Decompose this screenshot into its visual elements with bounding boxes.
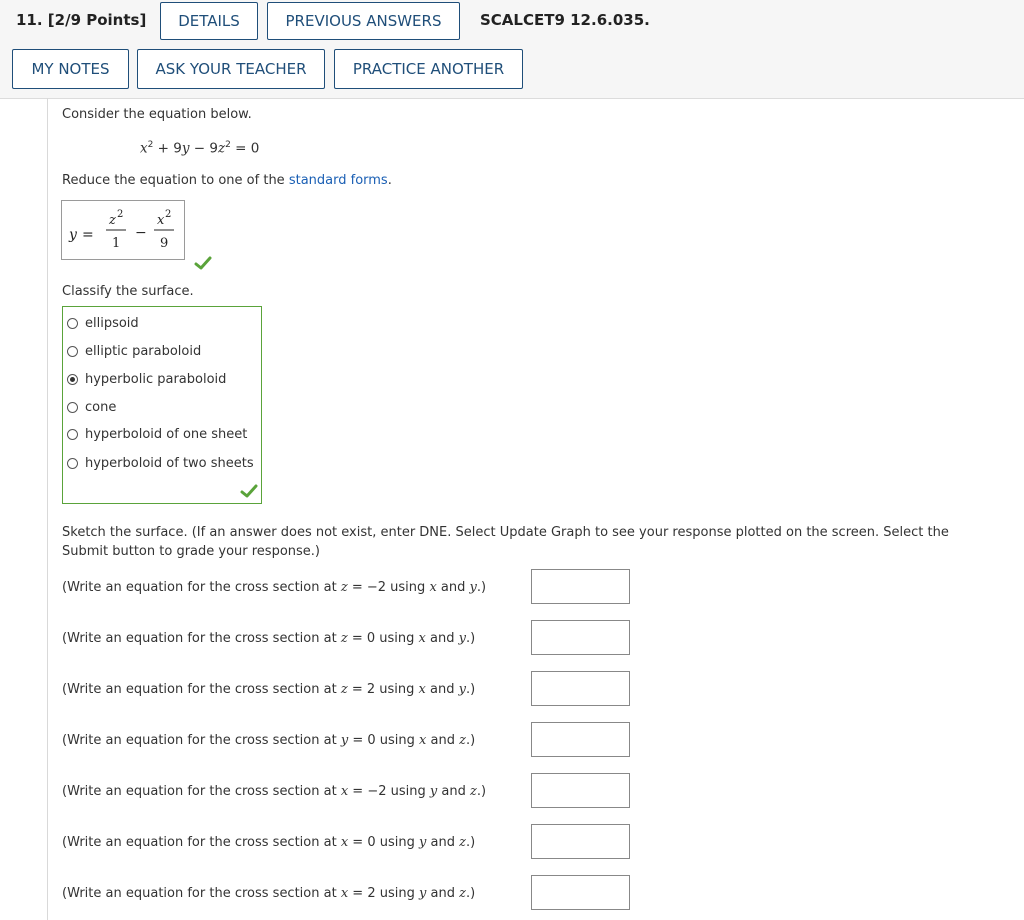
cross-section-input[interactable] [531, 620, 630, 655]
reduce-suffix: . [387, 173, 392, 188]
variable-a: x [429, 580, 437, 595]
variable-b: z [459, 733, 466, 748]
sketch-prompt-line2: Submit button to grade your response.) [62, 544, 321, 559]
choice-hyperboloid-two-sheets[interactable] [67, 456, 254, 471]
my-notes-button[interactable]: MY NOTES [12, 49, 129, 89]
variable-b: z [470, 784, 477, 799]
cross-section-input[interactable] [531, 824, 630, 859]
choice-hyperbolic-paraboloid[interactable] [67, 372, 226, 387]
plane-variable: y [340, 733, 349, 748]
cross-section-input[interactable] [531, 569, 630, 604]
practice-another-button[interactable]: PRACTICE ANOTHER [334, 49, 523, 89]
reduce-prompt [62, 173, 392, 188]
cross-section-prompt: (Write an equation for the cross section at y = 0 using x and z.) [62, 733, 476, 748]
classify-prompt: Classify the surface. [62, 284, 194, 299]
cross-suffix: .) [466, 631, 476, 646]
previous-answers-button[interactable]: PREVIOUS ANSWERS [267, 2, 460, 40]
svg-text:1: 1 [112, 236, 121, 251]
correct-check-icon [194, 256, 212, 270]
using-word: using [379, 835, 415, 850]
problem-code: SCALCET9 12.6.035. [480, 11, 650, 29]
cross-section-input[interactable] [531, 773, 630, 808]
standard-form-math [62, 201, 186, 261]
choice-ellipsoid[interactable] [67, 316, 139, 331]
plane-variable: x [340, 835, 349, 850]
svg-text:9: 9 [160, 236, 169, 251]
details-button[interactable]: DETAILS [160, 2, 258, 40]
variable-b: y [458, 682, 466, 697]
choice-label: hyperbolic paraboloid [85, 372, 227, 387]
using-word: using [390, 784, 426, 799]
cross-prefix: (Write an equation for the cross section at [62, 631, 337, 646]
cross-prefix: (Write an equation for the cross section at [62, 580, 337, 595]
and-word: and [440, 580, 466, 595]
plane-value: 0 [366, 631, 376, 646]
variable-b: z [459, 835, 466, 850]
cross-prefix: (Write an equation for the cross section at [62, 682, 337, 697]
variable-a: x [418, 682, 426, 697]
using-word: using [379, 886, 415, 901]
cross-suffix: .) [466, 835, 476, 850]
svg-text:−: − [135, 225, 147, 241]
and-word: and [430, 733, 455, 748]
radio-icon[interactable] [67, 458, 78, 469]
cross-section-prompt: (Write an equation for the cross section at z = 2 using x and y.) [62, 682, 476, 697]
ask-your-teacher-button[interactable]: ASK YOUR TEACHER [137, 49, 325, 89]
and-word: and [430, 631, 455, 646]
variable-a: y [419, 886, 427, 901]
cross-suffix: .) [466, 886, 476, 901]
and-word: and [430, 682, 455, 697]
classification-choices [62, 306, 262, 504]
using-word: using [379, 631, 415, 646]
choice-label: elliptic paraboloid [85, 344, 202, 359]
cross-section-prompt: (Write an equation for the cross section at z = 0 using x and y.) [62, 631, 476, 646]
cross-prefix: (Write an equation for the cross section at [62, 886, 337, 901]
question-header [0, 0, 1024, 99]
cross-section-prompt: (Write an equation for the cross section at z = −2 using x and y.) [62, 580, 487, 595]
correct-check-icon [240, 484, 258, 498]
intro-text: Consider the equation below. [62, 107, 252, 122]
cross-section-prompt: (Write an equation for the cross section at x = −2 using y and z.) [62, 784, 487, 799]
standard-forms-link[interactable]: standard forms [288, 173, 388, 188]
plane-value: −2 [367, 784, 387, 799]
svg-text:=: = [82, 227, 94, 243]
cross-suffix: .) [466, 682, 476, 697]
cross-suffix: .) [466, 733, 476, 748]
variable-b: y [458, 631, 466, 646]
cross-section-prompt: (Write an equation for the cross section at x = 0 using y and z.) [62, 835, 476, 850]
cross-section-input[interactable] [531, 875, 630, 910]
svg-text:y: y [69, 227, 77, 243]
radio-icon[interactable] [67, 429, 78, 440]
svg-text:2: 2 [117, 209, 124, 220]
variable-a: y [429, 784, 438, 799]
variable-a: x [419, 733, 427, 748]
plane-value: 0 [367, 733, 376, 748]
variable-a: y [419, 835, 427, 850]
plane-variable: x [340, 784, 349, 799]
choice-hyperboloid-one-sheet[interactable] [67, 427, 247, 442]
sketch-prompt-line1: Sketch the surface. (If an answer does not exist, enter DNE. Select Update Graph to see your response plotted on the screen. Select the [62, 525, 949, 540]
choice-label: hyperboloid of one sheet [85, 427, 248, 442]
cross-section-prompt: (Write an equation for the cross section at x = 2 using y and z.) [62, 886, 476, 901]
radio-icon[interactable] [67, 402, 78, 413]
reduce-prefix: Reduce the equation to one of the [62, 173, 285, 188]
svg-text:z: z [109, 213, 116, 228]
cross-section-input[interactable] [531, 722, 630, 757]
choice-cone[interactable] [67, 400, 116, 415]
and-word: and [430, 886, 455, 901]
radio-icon[interactable] [67, 346, 78, 357]
cross-suffix: .) [476, 784, 487, 799]
radio-icon[interactable] [67, 318, 78, 329]
plane-value: 2 [367, 886, 376, 901]
using-word: using [379, 733, 415, 748]
plane-variable: z [340, 580, 348, 595]
variable-b: z [459, 886, 466, 901]
question-points: 11. [2/9 Points] [16, 11, 147, 29]
variable-b: y [469, 580, 477, 595]
plane-value: 2 [366, 682, 376, 697]
given-equation: $x^2 + 9y - 9z^2 = 0$ [140, 140, 260, 157]
radio-selected-icon[interactable] [67, 374, 78, 385]
choice-elliptic-paraboloid[interactable] [67, 344, 201, 359]
and-word: and [441, 784, 466, 799]
svg-text:x: x [157, 213, 165, 228]
using-word: using [379, 682, 415, 697]
cross-section-input[interactable] [531, 671, 630, 706]
variable-a: x [418, 631, 426, 646]
cross-prefix: (Write an equation for the cross section at [62, 835, 337, 850]
choice-label: cone [85, 400, 117, 415]
plane-variable: x [340, 886, 349, 901]
standard-form-answer[interactable] [61, 200, 185, 260]
and-word: and [430, 835, 455, 850]
plane-variable: z [340, 631, 348, 646]
using-word: using [390, 580, 426, 595]
choice-label: hyperboloid of two sheets [85, 456, 254, 471]
plane-value: −2 [366, 580, 387, 595]
cross-suffix: .) [476, 580, 487, 595]
plane-variable: z [340, 682, 348, 697]
cross-prefix: (Write an equation for the cross section at [62, 784, 337, 799]
svg-text:2: 2 [165, 209, 172, 220]
cross-prefix: (Write an equation for the cross section at [62, 733, 337, 748]
choice-label: ellipsoid [85, 316, 139, 331]
plane-value: 0 [367, 835, 376, 850]
